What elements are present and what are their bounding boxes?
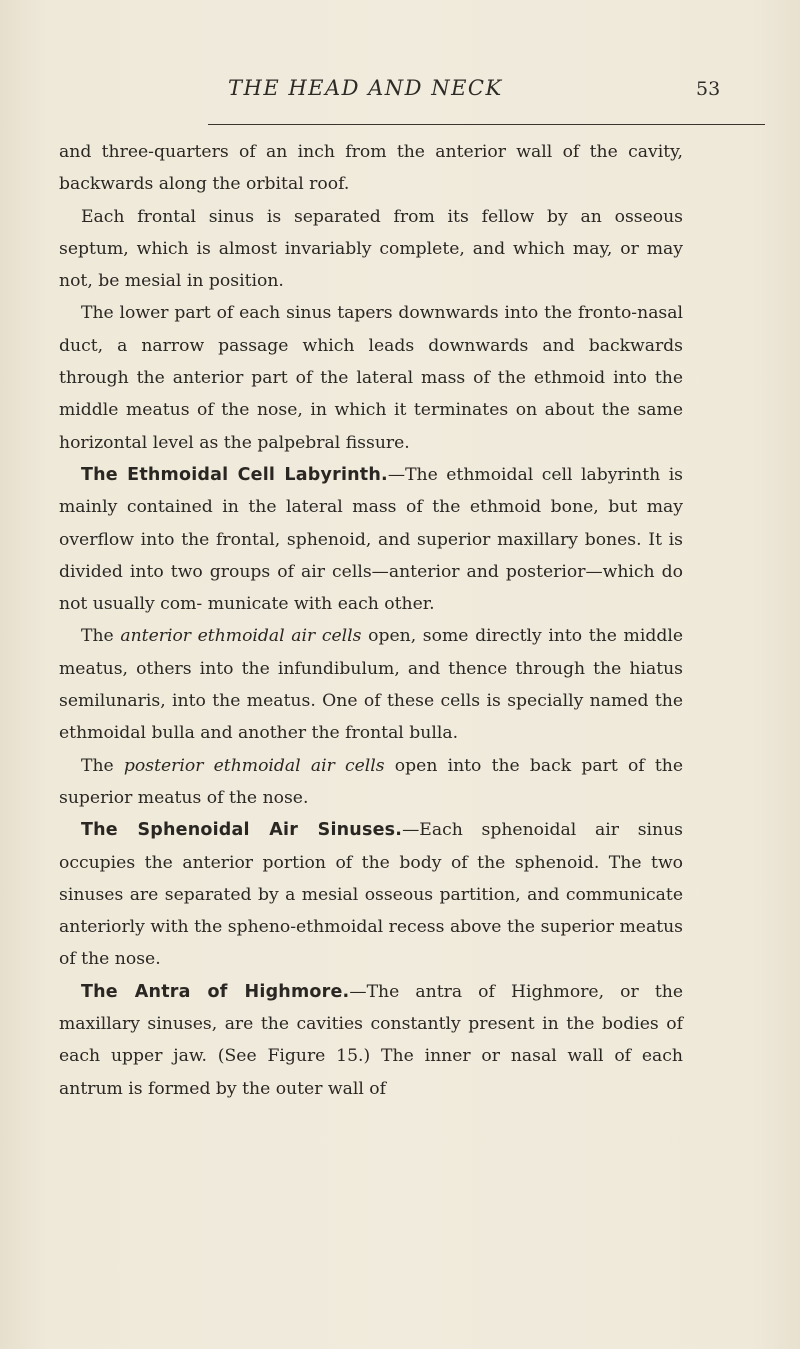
paragraph-sphenoidal-sinuses [59, 814, 683, 975]
paragraph-text: —Each sphenoidal air sinus occupies the anterior portion of the body of the sphenoid. The two sinuses are separated by a mesial osseous partition, and communicate anteriorly with the spheno-ethmoidal recess above the superior meatus of the nose. [59, 820, 683, 970]
paragraph-anterior-ethmoidal-cells [59, 620, 683, 749]
paragraph-frontal-sinus-continued [59, 136, 683, 201]
italic-term: posterior ethmoidal air cells [123, 755, 385, 776]
paragraph-fronto-nasal-duct [59, 297, 683, 458]
section-heading: The Sphenoidal Air Sinuses. [81, 820, 403, 841]
paragraph-frontal-septum [59, 201, 683, 298]
section-heading: The Ethmoidal Cell Labyrinth. [81, 464, 388, 485]
paragraph-lead: The [81, 755, 124, 776]
section-heading: The Antra of Highmore. [81, 981, 350, 1002]
paragraph-text: and three-quarters of an inch from the anterior wall of the cavity, backwards along the orbital roof. [59, 142, 683, 195]
body-text [59, 136, 683, 1105]
paragraph-text: open, some directly into the middle meatus, others into the infundibulum, and thence through the hiatus semilunaris, into the meatus. One of these cells is specially named the ethmoidal bulla and another the frontal bulla. [59, 626, 684, 744]
running-head [0, 76, 800, 106]
paragraph-antra-of-highmore [59, 976, 683, 1105]
paragraph-text: Each frontal sinus is separated from its fellow by an osseous septum, which is almost invariably complete, and which may, or may not, be mesial in position. [59, 206, 683, 292]
paragraph-ethmoidal-labyrinth [59, 459, 683, 620]
header-rule [208, 124, 765, 125]
page-number: 53 [696, 78, 721, 100]
paragraph-posterior-ethmoidal-cells [59, 750, 683, 815]
paragraph-lead: The [81, 626, 121, 647]
italic-term: anterior ethmoidal air cells [120, 626, 362, 647]
paragraph-text: —The antra of Highmore, or the maxillary sinuses, are the cavities constantly present in the bodies of each upper jaw. (See Figure 15.) The inner or nasal wall of each antrum is formed by the outer wall of [59, 981, 683, 1099]
paragraph-text: open into the back part of the superior meatus of the nose. [59, 755, 684, 808]
paragraph-text: The lower part of each sinus tapers downwards into the fronto-nasal duct, a narrow passage which leads downwards and backwards through the anterior part of the lateral mass of the ethmoid into the middle meatus of the nose, in which it terminates on about the same horizontal level as the palpebral fissure. [59, 303, 683, 453]
running-title: THE HEAD AND NECK [228, 76, 503, 100]
paragraph-text: —The ethmoidal cell labyrinth is mainly contained in the lateral mass of the ethmoid bone, but may overflow into the frontal, sphenoid, and superior maxillary bones. It is divided into two groups of air cells—anterior and posterior—which do not usually com- municate with each other. [59, 464, 684, 615]
